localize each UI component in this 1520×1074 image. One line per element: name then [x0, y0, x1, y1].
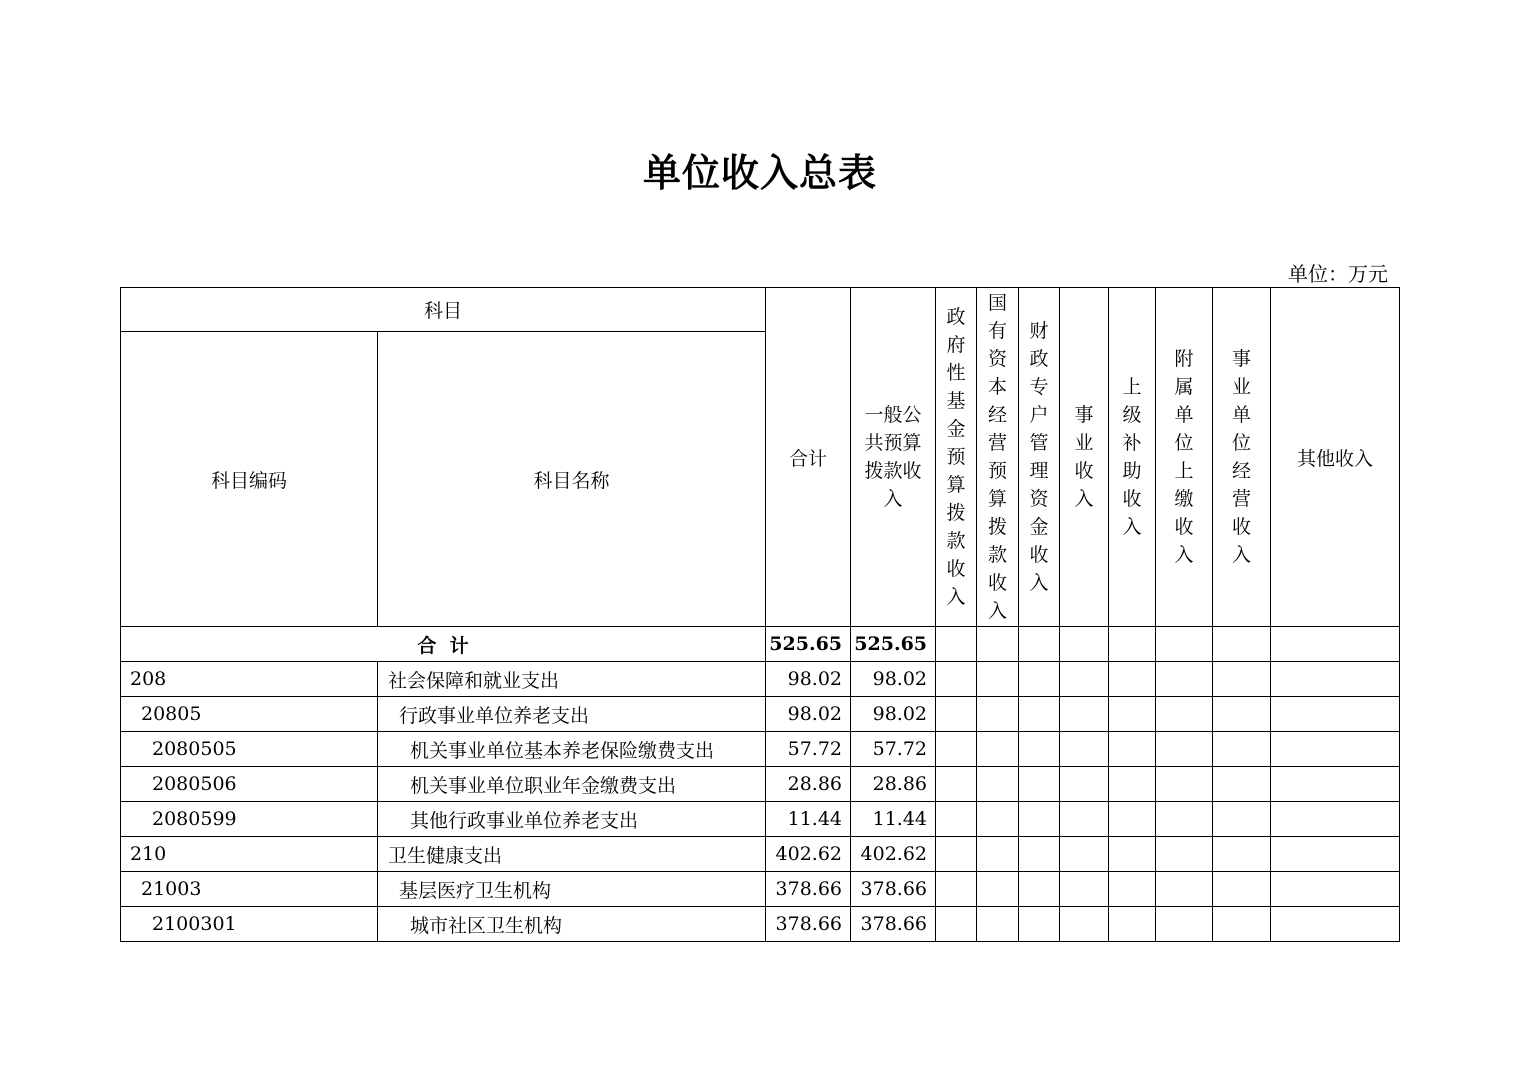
row-empty-cell	[1060, 697, 1109, 732]
table-row	[121, 697, 1400, 732]
row-empty-cell	[1060, 662, 1109, 697]
row-empty-cell	[1213, 907, 1271, 942]
row-empty-cell	[936, 697, 977, 732]
row-empty-cell	[1271, 767, 1400, 802]
row-empty-cell	[977, 767, 1019, 802]
header-general-budget	[851, 288, 936, 627]
row-empty-cell	[1271, 697, 1400, 732]
header-other-income: 其他收入	[1271, 288, 1400, 627]
row-empty-cell	[1156, 872, 1213, 907]
table-row	[121, 802, 1400, 837]
row-total: 378.66	[766, 907, 851, 942]
table-body	[121, 662, 1400, 942]
row-empty-cell	[1019, 837, 1060, 872]
row-general-budget: 402.62	[851, 837, 936, 872]
row-empty-cell	[1271, 837, 1400, 872]
row-empty-cell	[977, 802, 1019, 837]
row-empty-cell	[1213, 872, 1271, 907]
table-row	[121, 732, 1400, 767]
row-name: 城市社区卫生机构	[378, 907, 766, 942]
row-empty-cell	[1271, 907, 1400, 942]
row-general-budget: 11.44	[851, 802, 936, 837]
row-empty-cell	[1156, 732, 1213, 767]
row-empty-cell	[977, 872, 1019, 907]
row-empty-cell	[1109, 662, 1156, 697]
row-empty-cell	[1271, 872, 1400, 907]
row-total: 378.66	[766, 872, 851, 907]
row-empty-cell	[936, 872, 977, 907]
unit-label: 单位：万元	[1288, 262, 1388, 286]
total-row-general-budget: 525.65	[851, 627, 936, 662]
header-special-account-label: 财政专户管理资金收入	[1029, 320, 1049, 594]
row-empty-cell	[1109, 837, 1156, 872]
header-affiliated-remit-label: 附属单位上缴收入	[1174, 348, 1194, 566]
header-business-income	[1060, 288, 1109, 627]
table-row	[121, 907, 1400, 942]
header-special-account	[1019, 288, 1060, 627]
row-empty-cell	[1213, 732, 1271, 767]
header-superior-subsidy	[1109, 288, 1156, 627]
row-empty-cell	[1060, 732, 1109, 767]
row-general-budget: 378.66	[851, 872, 936, 907]
table-row	[121, 837, 1400, 872]
total-row-total: 525.65	[766, 627, 851, 662]
row-code: 20805	[121, 697, 378, 732]
header-operating-income-label: 事业单位经营收入	[1232, 348, 1252, 566]
header-state-capital	[977, 288, 1019, 627]
header-state-capital-label: 国有资本经营预算拨款收入	[988, 292, 1008, 622]
row-empty-cell	[936, 837, 977, 872]
header-superior-subsidy-label: 上级补助收入	[1122, 376, 1142, 538]
row-total: 28.86	[766, 767, 851, 802]
header-operating-income	[1213, 288, 1271, 627]
row-general-budget: 378.66	[851, 907, 936, 942]
page-title: 单位收入总表	[642, 150, 877, 195]
row-empty-cell	[1019, 732, 1060, 767]
row-general-budget: 98.02	[851, 662, 936, 697]
header-business-income-label: 事业收入	[1074, 404, 1094, 510]
row-name: 卫生健康支出	[378, 837, 766, 872]
row-empty-cell	[1156, 662, 1213, 697]
row-empty-cell	[1109, 697, 1156, 732]
row-empty-cell	[1060, 872, 1109, 907]
row-empty-cell	[936, 907, 977, 942]
row-empty-cell	[1109, 767, 1156, 802]
header-code: 科目编码	[121, 332, 378, 627]
row-name: 机关事业单位基本养老保险缴费支出	[378, 732, 766, 767]
row-empty-cell	[1156, 767, 1213, 802]
row-empty-cell	[936, 662, 977, 697]
row-total: 57.72	[766, 732, 851, 767]
row-empty-cell	[1109, 907, 1156, 942]
row-empty-cell	[1019, 802, 1060, 837]
header-total: 合计	[766, 288, 851, 627]
row-code: 2080505	[121, 732, 378, 767]
row-name: 其他行政事业单位养老支出	[378, 802, 766, 837]
row-name: 机关事业单位职业年金缴费支出	[378, 767, 766, 802]
row-empty-cell	[1060, 907, 1109, 942]
table-row	[121, 872, 1400, 907]
row-code: 210	[121, 837, 378, 872]
row-code: 2100301	[121, 907, 378, 942]
row-name: 社会保障和就业支出	[378, 662, 766, 697]
row-name: 基层医疗卫生机构	[378, 872, 766, 907]
row-empty-cell	[1019, 662, 1060, 697]
row-empty-cell	[1019, 907, 1060, 942]
row-empty-cell	[1060, 767, 1109, 802]
row-empty-cell	[1213, 802, 1271, 837]
income-table	[120, 287, 1400, 942]
row-empty-cell	[977, 907, 1019, 942]
header-subject: 科目	[121, 288, 766, 332]
row-general-budget: 57.72	[851, 732, 936, 767]
row-empty-cell	[977, 662, 1019, 697]
row-code: 2080506	[121, 767, 378, 802]
total-row	[121, 627, 1400, 662]
row-empty-cell	[936, 802, 977, 837]
row-empty-cell	[1019, 697, 1060, 732]
row-empty-cell	[1213, 662, 1271, 697]
row-total: 402.62	[766, 837, 851, 872]
row-code: 2080599	[121, 802, 378, 837]
row-name: 行政事业单位养老支出	[378, 697, 766, 732]
header-gov-fund	[936, 288, 977, 627]
table-row	[121, 767, 1400, 802]
row-code: 208	[121, 662, 378, 697]
row-total: 11.44	[766, 802, 851, 837]
total-row-label: 合 计	[121, 627, 766, 662]
row-empty-cell	[1213, 837, 1271, 872]
row-empty-cell	[1156, 697, 1213, 732]
header-general-budget-label: 一般公共预算拨款收入	[864, 404, 922, 510]
row-empty-cell	[1156, 837, 1213, 872]
row-total: 98.02	[766, 697, 851, 732]
row-empty-cell	[1060, 837, 1109, 872]
row-empty-cell	[936, 732, 977, 767]
row-empty-cell	[936, 767, 977, 802]
row-empty-cell	[1271, 732, 1400, 767]
row-empty-cell	[1109, 732, 1156, 767]
row-empty-cell	[1060, 802, 1109, 837]
row-empty-cell	[977, 837, 1019, 872]
row-general-budget: 98.02	[851, 697, 936, 732]
row-empty-cell	[1213, 697, 1271, 732]
row-empty-cell	[1271, 662, 1400, 697]
row-empty-cell	[1019, 872, 1060, 907]
row-empty-cell	[1109, 802, 1156, 837]
row-empty-cell	[977, 732, 1019, 767]
row-empty-cell	[977, 697, 1019, 732]
row-total: 98.02	[766, 662, 851, 697]
row-empty-cell	[1156, 907, 1213, 942]
row-empty-cell	[1271, 802, 1400, 837]
header-name: 科目名称	[378, 332, 766, 627]
row-empty-cell	[1156, 802, 1213, 837]
row-empty-cell	[1213, 767, 1271, 802]
row-empty-cell	[1019, 767, 1060, 802]
header-gov-fund-label: 政府性基金预算拨款收入	[946, 306, 966, 608]
row-code: 21003	[121, 872, 378, 907]
header-affiliated-remit	[1156, 288, 1213, 627]
row-general-budget: 28.86	[851, 767, 936, 802]
table-row	[121, 662, 1400, 697]
row-empty-cell	[1109, 872, 1156, 907]
